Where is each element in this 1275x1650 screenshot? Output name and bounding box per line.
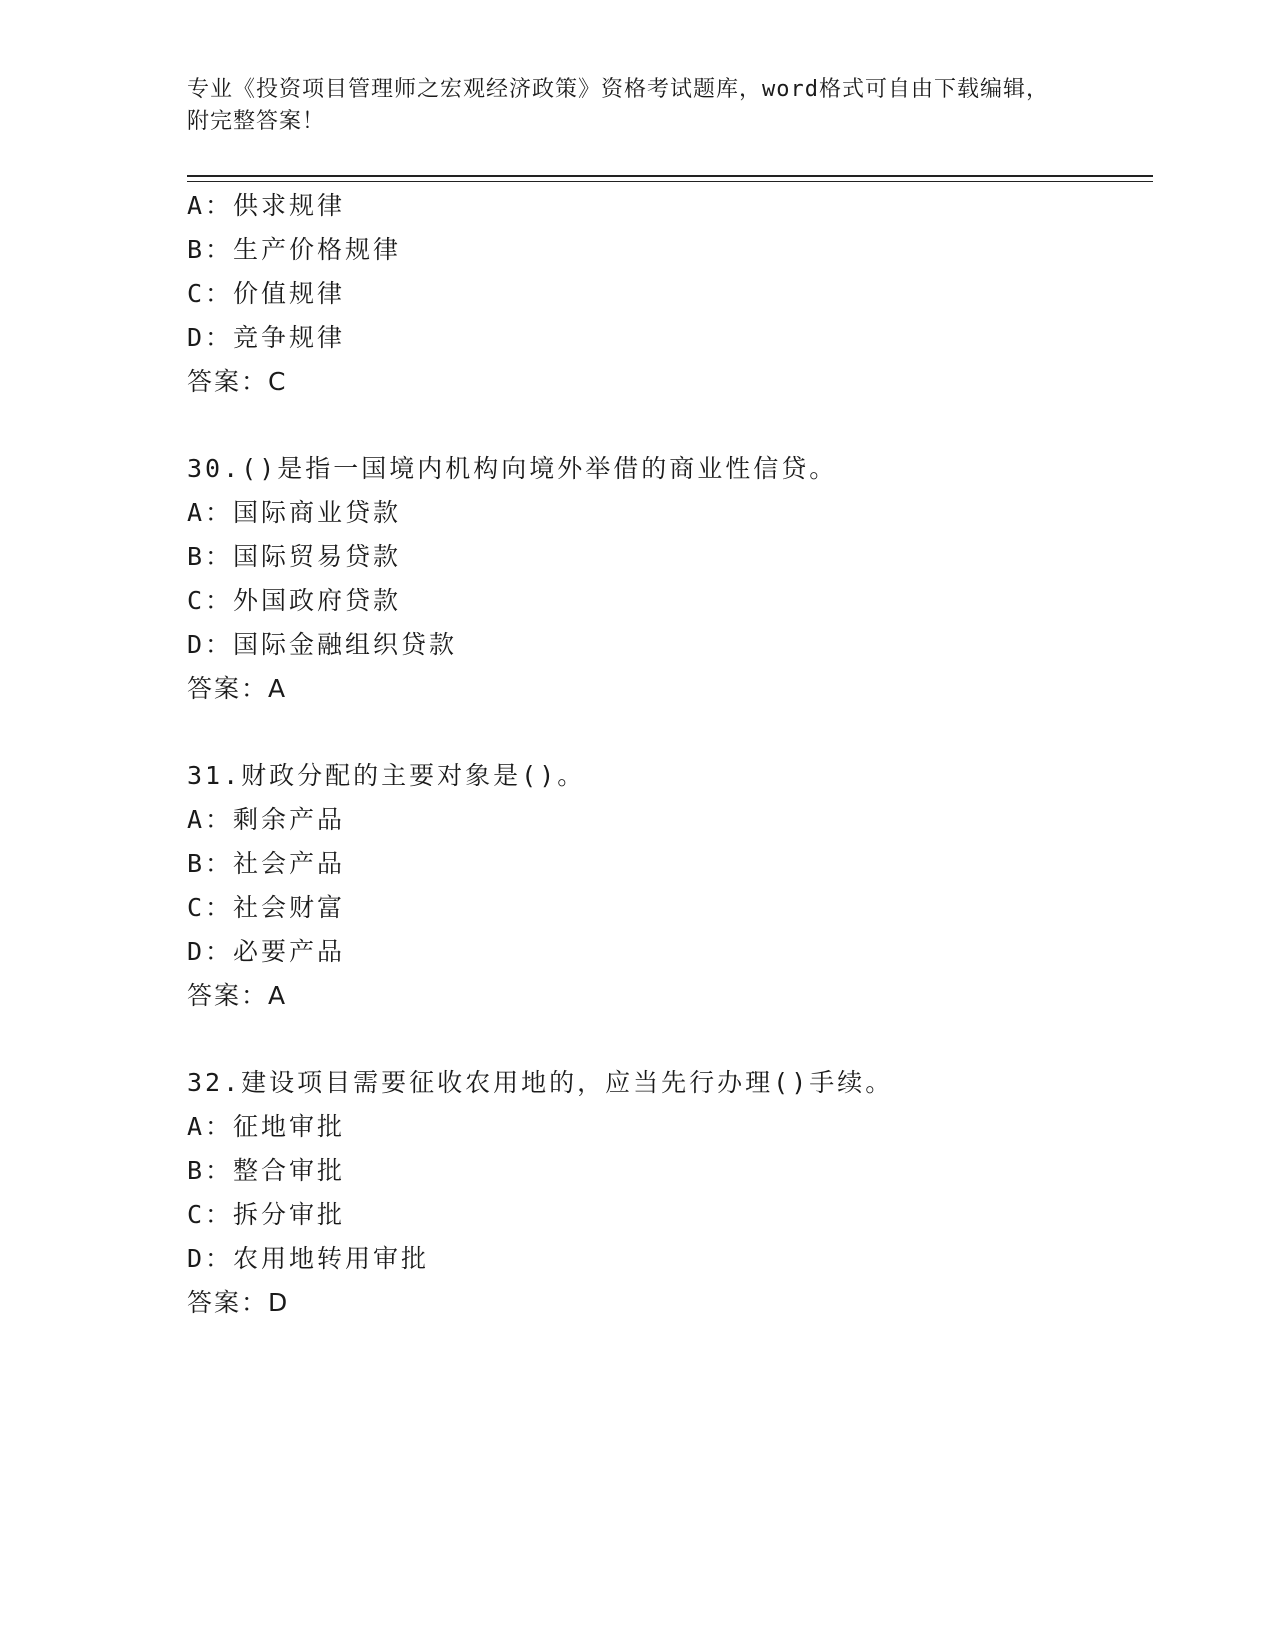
answer: 答案：A [187, 674, 288, 703]
option-b: B：整合审批 [187, 1156, 346, 1185]
option-b: B：生产价格规律 [187, 235, 402, 264]
header-divider [187, 175, 1153, 177]
answer: 答案：D [187, 1288, 290, 1317]
option-d: D：必要产品 [187, 937, 346, 966]
option-d: D：农用地转用审批 [187, 1244, 430, 1273]
option-a: A：国际商业贷款 [187, 498, 402, 527]
option-d: D：竞争规律 [187, 323, 346, 352]
question-stem: 32.建设项目需要征收农用地的，应当先行办理()手续。 [187, 1068, 894, 1097]
option-c: C：外国政府贷款 [187, 586, 402, 615]
question-stem: 30.()是指一国境内机构向境外举借的商业性信贷。 [187, 454, 838, 483]
option-a: A：供求规律 [187, 191, 346, 220]
option-c: C：拆分审批 [187, 1200, 346, 1229]
option-b: B：国际贸易贷款 [187, 542, 402, 571]
option-a: A：剩余产品 [187, 805, 346, 834]
header-divider-thin [187, 181, 1153, 182]
answer: 答案：C [187, 367, 288, 396]
document-header: 专业《投资项目管理师之宏观经济政策》资格考试题库，word格式可自由下载编辑，附完整答案！ [187, 77, 1049, 134]
option-b: B：社会产品 [187, 849, 346, 878]
option-d: D：国际金融组织贷款 [187, 630, 458, 659]
option-a: A：征地审批 [187, 1112, 346, 1141]
question-stem: 31.财政分配的主要对象是()。 [187, 761, 586, 790]
option-c: C：社会财富 [187, 893, 346, 922]
option-c: C：价值规律 [187, 279, 346, 308]
answer: 答案：A [187, 981, 288, 1010]
